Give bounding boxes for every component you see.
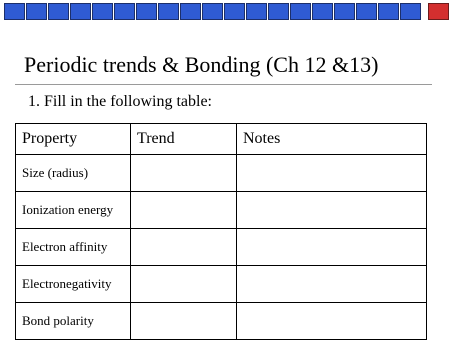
top-bar-segment <box>4 3 25 20</box>
top-bar-segment <box>136 3 157 20</box>
top-bar-segment <box>378 3 399 20</box>
cell-notes[interactable] <box>237 229 427 266</box>
top-bar-segment <box>26 3 47 20</box>
trend-table <box>15 123 427 340</box>
table-row <box>16 266 427 303</box>
top-bar-segment <box>334 3 355 20</box>
top-bar-segment <box>290 3 311 20</box>
top-bar-segment <box>400 3 421 20</box>
top-bar-segment-accent <box>428 3 449 20</box>
cell-trend[interactable] <box>131 229 237 266</box>
cell-property: Electron affinity <box>16 229 131 266</box>
cell-trend[interactable] <box>131 303 237 340</box>
table-row <box>16 303 427 340</box>
top-bar-segment <box>48 3 69 20</box>
top-bar-segment <box>92 3 113 20</box>
cell-property: Ionization energy <box>16 192 131 229</box>
decorative-top-bar <box>0 0 450 21</box>
top-bar-segment <box>158 3 179 20</box>
cell-trend[interactable] <box>131 266 237 303</box>
cell-trend[interactable] <box>131 155 237 192</box>
title-divider <box>15 84 432 85</box>
cell-property: Electronegativity <box>16 266 131 303</box>
top-bar-segment <box>356 3 377 20</box>
header-trend: Trend <box>131 124 237 155</box>
cell-property: Size (radius) <box>16 155 131 192</box>
table-row <box>16 192 427 229</box>
table-row <box>16 155 427 192</box>
header-notes: Notes <box>237 124 427 155</box>
cell-notes[interactable] <box>237 266 427 303</box>
top-bar-segment <box>246 3 267 20</box>
table-header-row <box>16 124 427 155</box>
top-bar-segment <box>180 3 201 20</box>
cell-trend[interactable] <box>131 192 237 229</box>
cell-notes[interactable] <box>237 303 427 340</box>
top-bar-segment <box>312 3 333 20</box>
slide-title: Periodic trends & Bonding (Ch 12 &13) <box>24 52 379 77</box>
cell-notes[interactable] <box>237 192 427 229</box>
instruction-text: 1. Fill in the following table: <box>28 93 212 110</box>
top-bar-segment <box>70 3 91 20</box>
top-bar-segment <box>114 3 135 20</box>
table-row <box>16 229 427 266</box>
top-bar-segment <box>268 3 289 20</box>
top-bar-segment <box>224 3 245 20</box>
cell-notes[interactable] <box>237 155 427 192</box>
header-property: Property <box>16 124 131 155</box>
top-bar-segment <box>202 3 223 20</box>
cell-property: Bond polarity <box>16 303 131 340</box>
